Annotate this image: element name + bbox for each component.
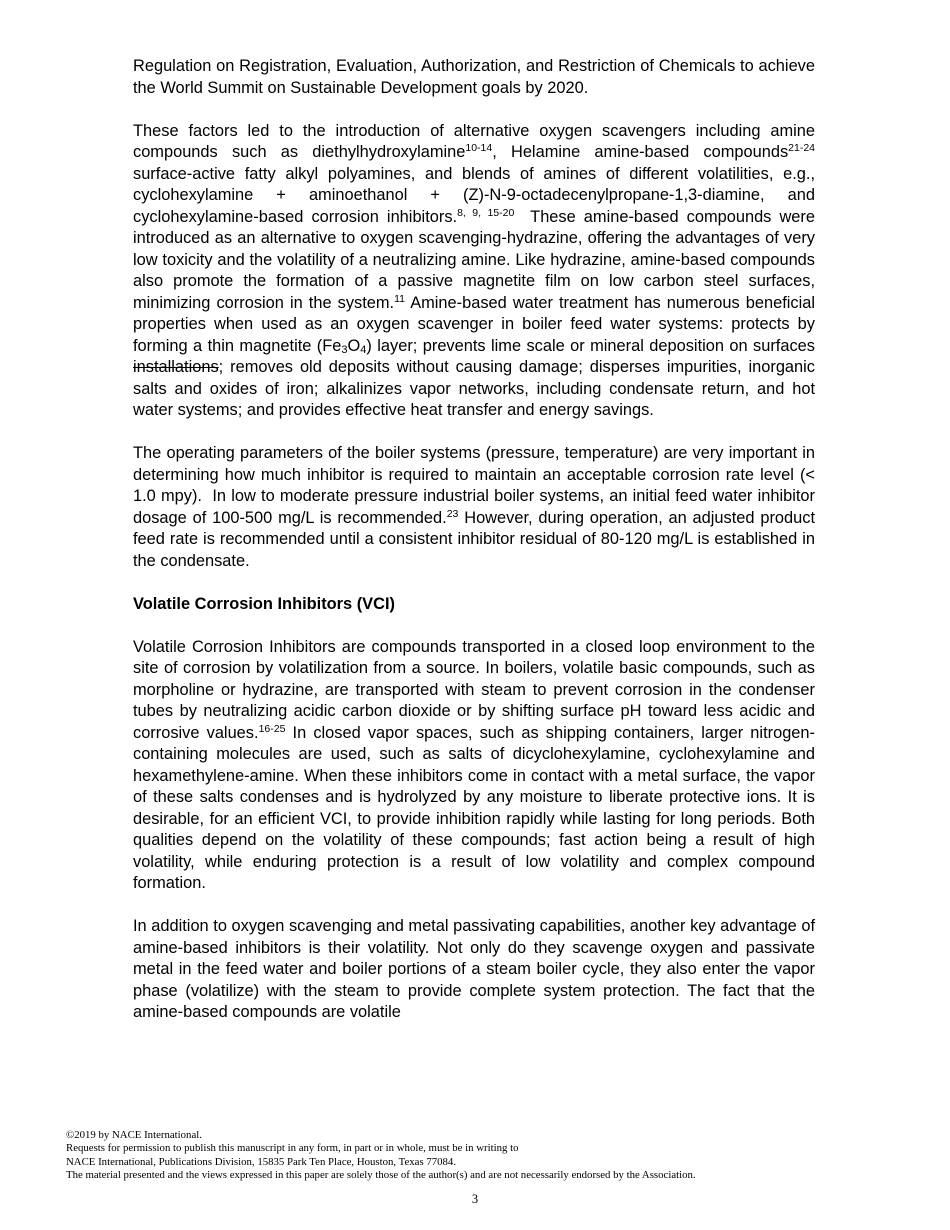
paragraph-alternative-scavengers: These factors led to the introduction of alternative oxygen scavengers including amine compounds such as diethylhydroxylamine$^{10-14}$, Helamine amine-based compounds$^{21-24}$ surface-active fatty alkyl polyamines, and blends of amines of different volatilities, e.g., cyclohexylamine + aminoethanol + (Z)-N-9-octadecenylpropane-1,3-diamine, and cyclohexylamine-based corrosion inhibitors.$^{8, 9, 15-20}$ These amine-based compounds were introduced as an alternative to oxygen scavenging-hydrazine, offering the advantages of very low toxicity and the volatility of a neutralizing amine. Like hydrazine, amine-based compounds also promote the formation of a passive magnetite film on low carbon steel surfaces, minimizing corrosion in the system.$^{11}$ Amine-based water treatment has numerous beneficial properties when used as an oxygen scavenger in boiler feed water systems: protects by forming a thin magnetite $(Fe_3O_4)$ layer; prevents lime scale or mineral deposition on surfaces installations; removes old deposits without causing damage; disperses impurities, inorganic salts and oxides of iron; alkalinizes vapor networks, including condensate return, and hot water systems; and provides effective heat transfer and energy savings. [133,121,820,419]
footer-line: Requests for permission to publish this manuscript in any form, in part or in whole, must be in writing to [66,1142,519,1155]
footer-line: ©2019 by NACE International. [66,1129,202,1141]
citation-superscript: 10-14 [465,142,493,154]
citation-superscript: 21-24 [788,142,815,154]
section-heading: Volatile Corrosion Inhibitors (VCI) [133,594,395,613]
struck-text: installations [133,358,219,376]
body-text [133,56,820,1024]
paragraph-vci-definition: Volatile Corrosion Inhibitors are compounds transported in a closed loop environment to the site of corrosion by volatilization from a source. In boilers, volatile basic compounds, such as morpholine or hydrazine, are transported with steam to prevent corrosion in the condenser tubes by neutralizing acidic carbon dioxide or by shifting surface pH toward less acidic and corrosive values.$^{16-25}$ In closed vapor spaces, such as shipping containers, larger nitrogen-containing molecules are used, such as salts of dicyclohexylamine, cyclohexylamine and hexamethylene-amine. When these inhibitors come in contact with a metal surface, the vapor of these salts condenses and is hydrolyzed by any moisture to liberate protective ions. It is desirable, for an efficient VCI, to provide inhibition rapidly while lasting for long periods. Both qualities depend on the volatility of these compounds; fast action being a result of high volatility, while enduring protection is a result of low volatility and complex compound formation. [133,637,815,892]
footer-line: The material presented and the views expressed in this paper are solely those of the author(s) and are not necessarily endorsed by the Association. [66,1169,696,1182]
paragraph-regulation: Regulation on Registration, Evaluation, Authorization, and Restriction of Chemicals to achieve the World Summit on Sustainable Development goals by 2020. [133,57,815,97]
citation-superscript: 16-25 [258,722,286,735]
page-number: 3 [471,1192,479,1206]
citation-superscript: 11 [394,292,406,305]
subscript: 4 [360,343,367,356]
citation-superscript: 23 [446,507,459,520]
footer-line: NACE International, Publications Division, 15835 Park Ten Place, Houston, Texas 77084. [66,1155,457,1168]
paragraph-operating-parameters: The operating parameters of the boiler systems (pressure, temperature) are very important in determining how much inhibitor is required to maintain an acceptable corrosion rate level (< 1.0 mpy). In low to moderate pressure industrial boiler systems, an initial feed water inhibitor dosage of 100-500 mg/L is recommended.$^{23}$ However, during operation, an adjusted product feed rate is recommended until a consistent inhibitor residual of 80-120 mg/L is established in the condensate. [133,444,820,570]
subscript: 3 [341,343,348,356]
copyright-footer [66,1129,886,1183]
paragraph-volatility-advantage: In addition to oxygen scavenging and metal passivating capabilities, another key advantage of amine-based inhibitors is their volatility. Not only do they scavenge oxygen and passivate metal in the feed water and boiler portions of a steam boiler cycle, they also enter the vapor phase (volatilize) with the steam to provide complete system protection. The fact that the amine-based compounds are volatile [133,917,815,1021]
citation-superscript: 8, 9, 15-20 [457,206,515,219]
